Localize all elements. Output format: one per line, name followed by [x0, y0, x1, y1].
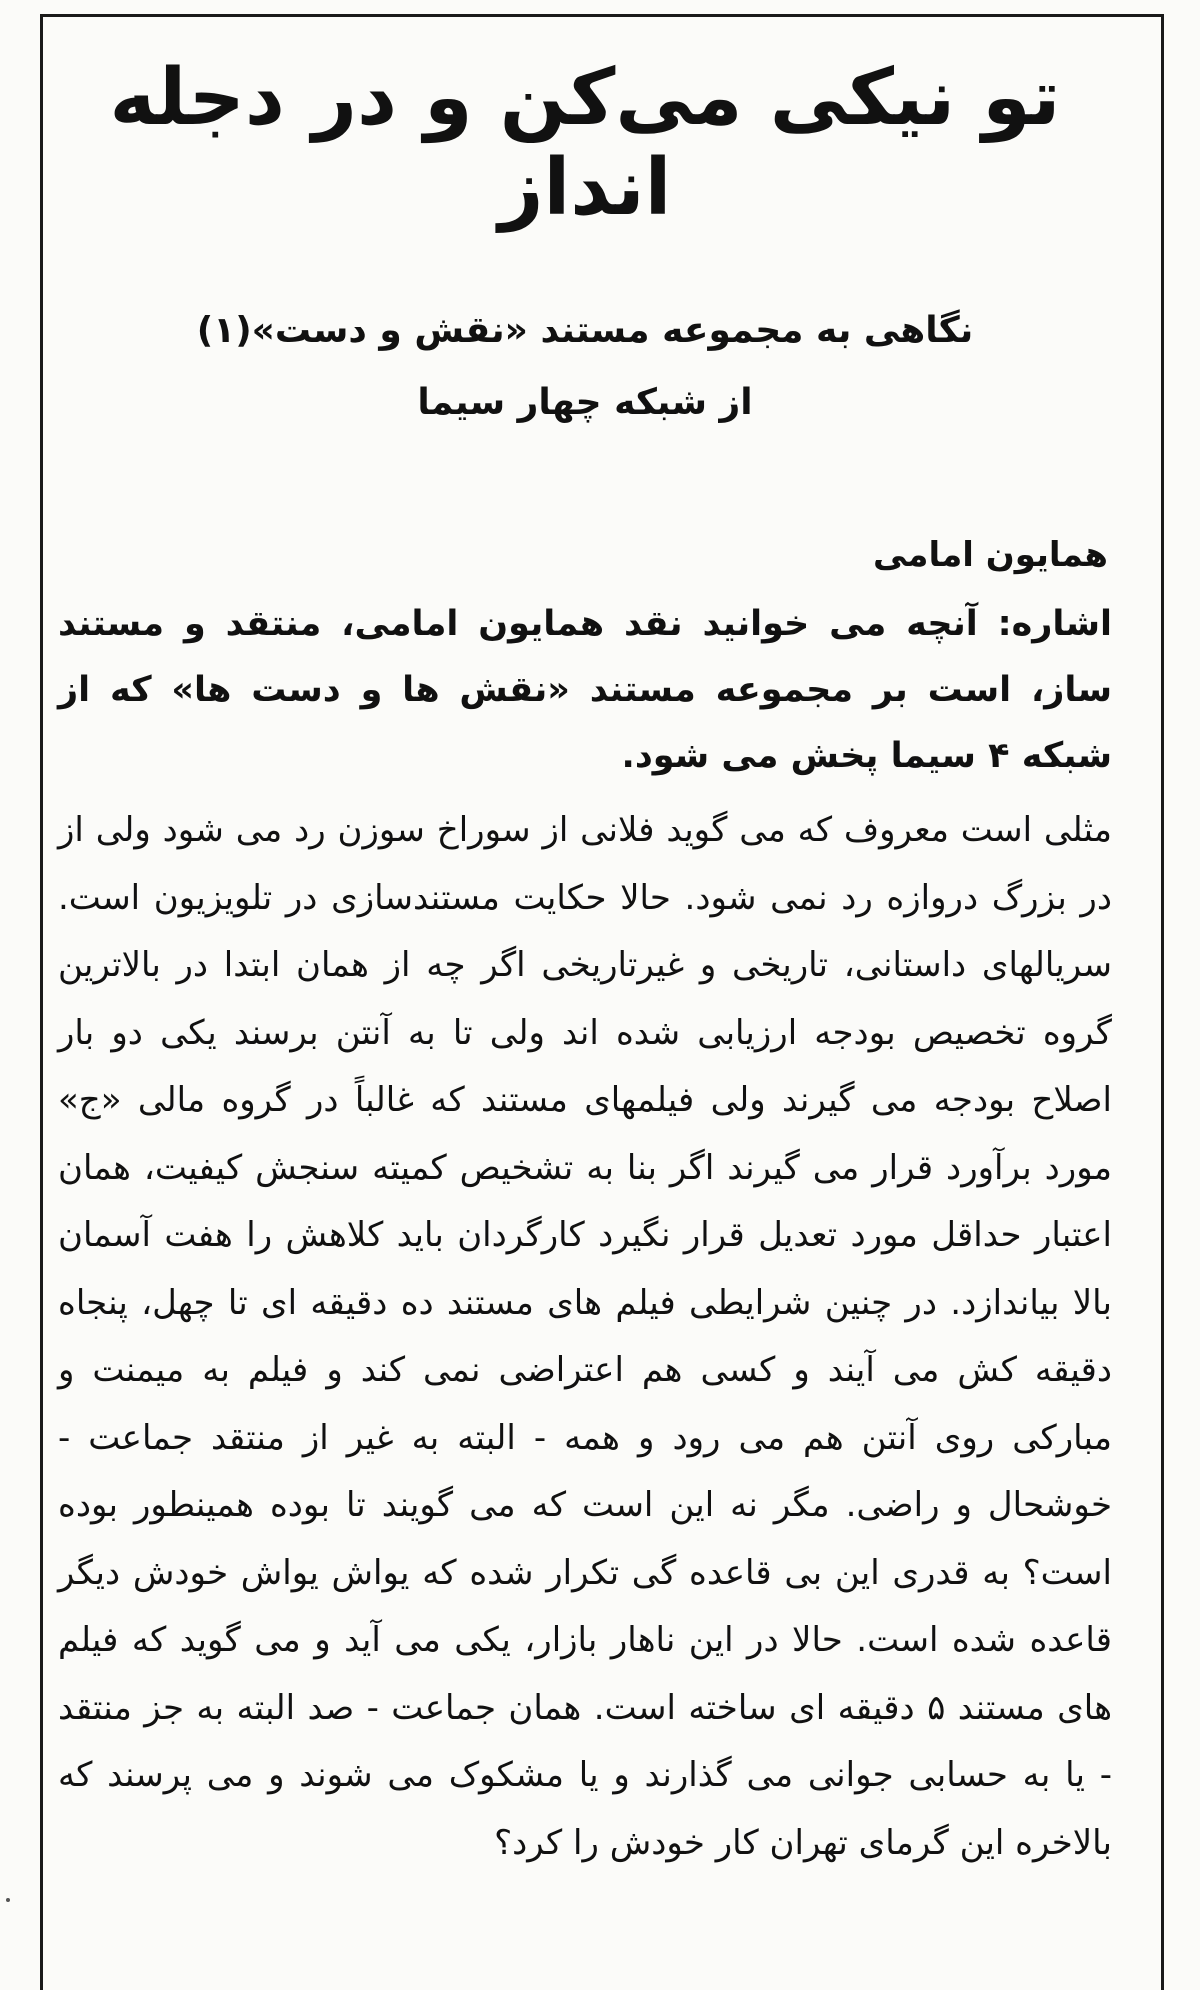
headline: تو نیکی می‌کن و در دجله انداز: [109, 53, 1061, 233]
intro-note: اشاره: آنچه می خوانید نقد همایون امامی، منتقد و مستند ساز، است بر مجموعه مستند «نقش ها و دست ها» که از شبکه ۴ سیما پخش می شود.: [58, 604, 1112, 777]
subtitle-line-1: نگاهی به مجموعه مستند «نقش و دست»(۱): [196, 310, 974, 352]
subtitle: [58, 295, 1112, 439]
subtitle-line-2: از شبکه چهار سیما: [417, 382, 753, 424]
author-byline: همایون امامی: [873, 535, 1108, 576]
scan-speck: [6, 1898, 10, 1902]
article: [58, 14, 1112, 1877]
article-body: مثلی است معروف که می گوید فلانی از سوراخ سوزن رد می شود ولی از در بزرگ دروازه رد نمی شود. حالا حکایت مستندسازی در تلویزیون است. سریالهای داستانی، تاریخی و غیرتاریخی اگر چه از همان ابتدا در بالاترین گروه تخصیص بودجه ارزیابی شده اند ولی تا به آنتن برسند یکی دو بار اصلاح بودجه می گیرند ولی فیلمهای مستند که غالباً در گروه مالی «ج» مورد برآورد قرار می گیرند اگر بنا به تشخیص کمیته سنجش کیفیت، همان اعتبار حداقل مورد تعدیل قرار نگیرد کارگردان باید کلاهش را هفت آسمان بالا بیاندازد. در چنین شرایطی فیلم های مستند ده دقیقه ای تا چهل، پنجاه دقیقه کش می آیند و کسی هم اعتراضی نمی کند و فیلم به میمنت و مبارکی روی آنتن هم می رود و همه - البته به غیر از منتقد جماعت - خوشحال و راضی. مگر نه این است که می گویند تا بوده همینطور بوده است؟ به قدری این بی قاعده گی تکرار شده که یواش یواش خودش دیگر قاعده شده است. حالا در این ناهار بازار، یکی می آید و می گوید که فیلم های مستند ۵ دقیقه ای ساخته است. همان جماعت - صد البته به جز منتقد - یا به حسابی جوانی می گذارند و یا مشکوک می شوند و می پرسند که بالاخره این گرمای تهران کار خودش را کرد؟: [58, 810, 1112, 1863]
